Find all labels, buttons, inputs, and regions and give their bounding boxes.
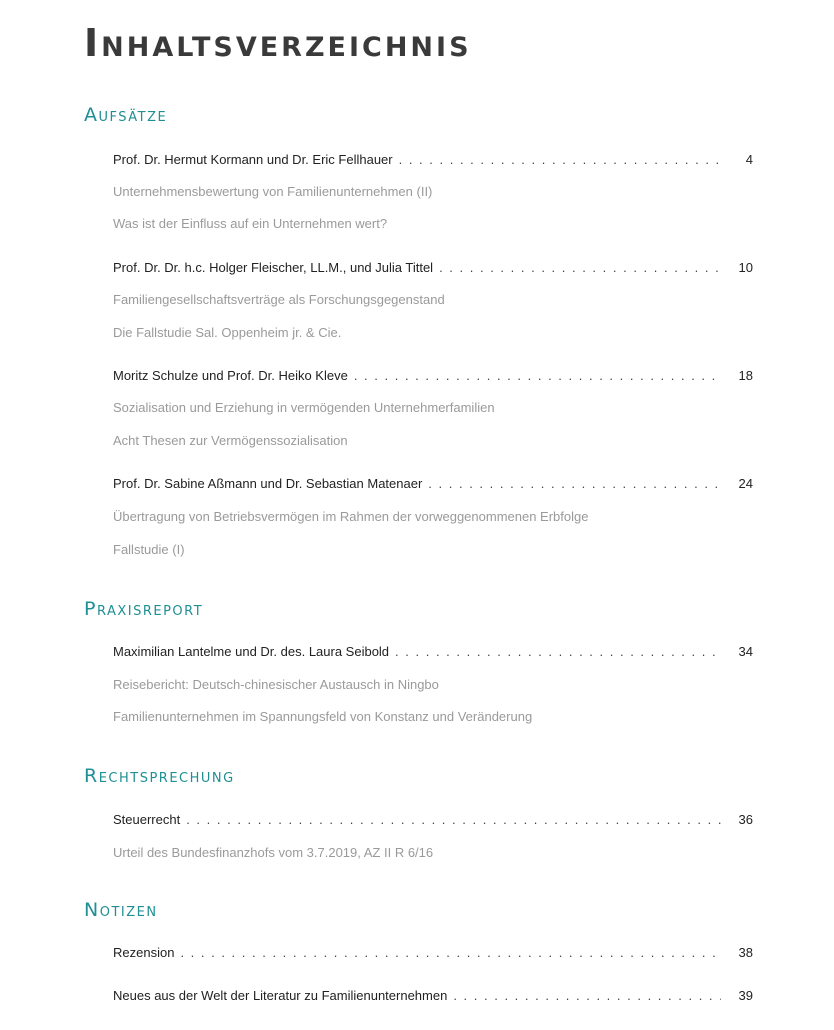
- toc-entry[interactable]: [113, 150, 753, 170]
- toc-entry-title: Urteil des Bundesfinanzhofs vom 3.7.2019, AZ II R 6/16: [113, 845, 434, 860]
- toc-entry-page: 39: [738, 988, 753, 1003]
- section-heading-aufsaetze: Aufsätze: [84, 104, 168, 126]
- dot-leader: [180, 943, 721, 963]
- toc-entry-title: Sozialisation und Erziehung in vermögenden Unternehmerfamilien: [113, 400, 495, 415]
- toc-entry-page: 4: [745, 152, 753, 167]
- toc-entry-title: Reisebericht: Deutsch-chinesischer Austausch in Ningbo: [113, 677, 439, 692]
- toc-entry-subtitle: Familienunternehmen im Spannungsfeld von Konstanz und Veränderung: [113, 709, 533, 724]
- toc-entry-title: Übertragung von Betriebsvermögen im Rahmen der vorweggenommenen Erbfolge: [113, 509, 589, 524]
- toc-entry-author: Maximilian Lantelme und Dr. des. Laura Seibold: [113, 644, 390, 659]
- toc-entry-title: Familiengesellschaftsverträge als Forschungsgegenstand: [113, 292, 445, 307]
- toc-entry-subtitle: Acht Thesen zur Vermögenssozialisation: [113, 433, 348, 448]
- toc-entry-page: 38: [738, 945, 753, 960]
- section-heading-rechtsprechung: Rechtsprechung: [84, 765, 235, 787]
- toc-entry-author: Prof. Dr. Hermut Kormann und Dr. Eric Fellhauer: [113, 152, 393, 167]
- toc-entry[interactable]: [113, 474, 753, 494]
- toc-entry-subtitle: Die Fallstudie Sal. Oppenheim jr. & Cie.: [113, 325, 342, 340]
- toc-entry-page: 34: [738, 644, 753, 659]
- section-heading-praxisreport: Praxisreport: [84, 598, 204, 620]
- toc-entry-subtitle: Fallstudie (I): [113, 542, 185, 557]
- toc-entry-author: Steuerrecht: [113, 812, 181, 827]
- toc-entry-author: Rezension: [113, 945, 175, 960]
- dot-leader: [399, 150, 721, 170]
- page-title: Inhaltsverzeichnis: [84, 21, 472, 65]
- toc-entry[interactable]: [113, 366, 753, 386]
- toc-entry[interactable]: [113, 258, 753, 278]
- dot-leader: [354, 366, 721, 386]
- toc-entry-subtitle: Was ist der Einfluss auf ein Unternehmen wert?: [113, 216, 388, 231]
- dot-leader: [186, 810, 721, 830]
- toc-entry[interactable]: [113, 943, 753, 963]
- toc-entry[interactable]: [113, 986, 753, 1006]
- toc-entry-page: 36: [738, 812, 753, 827]
- toc-entry[interactable]: [113, 642, 753, 662]
- toc-entry[interactable]: [113, 810, 753, 830]
- toc-entry-author: Moritz Schulze und Prof. Dr. Heiko Kleve: [113, 368, 348, 383]
- dot-leader: [453, 986, 721, 1006]
- section-heading-notizen: Notizen: [84, 899, 158, 921]
- toc-entry-author: Prof. Dr. Dr. h.c. Holger Fleischer, LL.M., und Julia Tittel: [113, 260, 434, 275]
- toc-entry-page: 24: [738, 476, 753, 491]
- toc-entry-author: Prof. Dr. Sabine Aßmann und Dr. Sebastian Matenaer: [113, 476, 423, 491]
- dot-leader: [439, 258, 721, 278]
- dot-leader: [428, 474, 721, 494]
- toc-entry-page: 10: [738, 260, 753, 275]
- toc-entry-author: Neues aus der Welt der Literatur zu Familienunternehmen: [113, 988, 448, 1003]
- toc-entry-page: 18: [738, 368, 753, 383]
- toc-entry-title: Unternehmensbewertung von Familienunternehmen (II): [113, 184, 433, 199]
- dot-leader: [395, 642, 721, 662]
